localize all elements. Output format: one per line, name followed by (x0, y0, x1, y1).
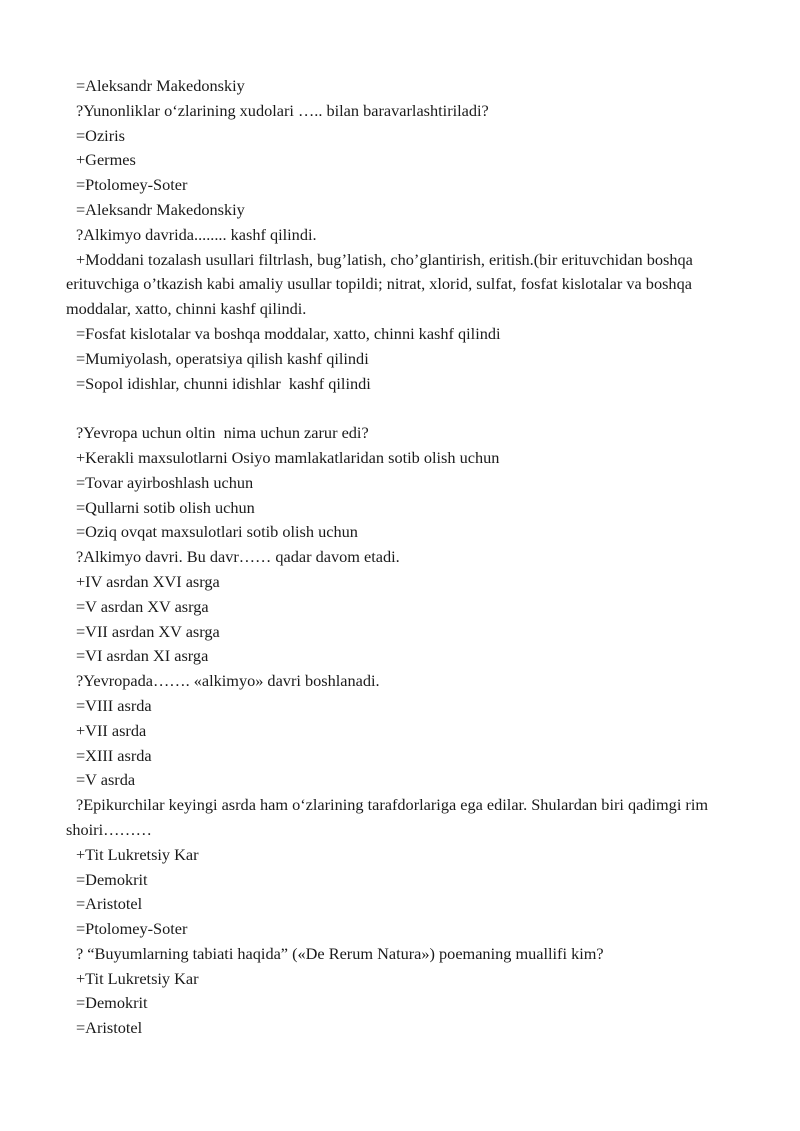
question-line: ?Yevropada……. «alkimyo» davri boshlanadi. (76, 671, 380, 691)
answer-line: =V asrda (76, 770, 136, 790)
answer-line: +Tit Lukretsiy Kar (76, 844, 199, 864)
answer-line: =Oziq ovqat maxsulotlari sotib olish uchun (76, 522, 358, 542)
answer-line: =VII asrdan XV asrga (76, 621, 220, 641)
question-line: ?Epikurchilar keyingi asrda ham o‘zlarining tarafdorlariga ega edilar. Shulardan biri qadimgi rim shoiri……… (66, 795, 713, 839)
answer-line: =Aristotel (76, 894, 143, 914)
answer-line: =Tovar ayirboshlash uchun (76, 472, 254, 492)
answer-line: =Mumiyolash, operatsiya qilish kashf qilindi (76, 348, 369, 368)
answer-line: =Ptolomey-Soter (76, 175, 188, 195)
answer-line: +Kerakli maxsulotlarni Osiyo mamlakatlaridan sotib olish uchun (76, 447, 500, 467)
answer-line: =Qullarni sotib olish uchun (76, 497, 255, 517)
question-line: ?Yevropa uchun oltin nima uchun zarur edi? (76, 423, 369, 443)
question-line: ? “Buyumlarning tabiati haqida” («De Rerum Natura») poemaning muallifi kim? (76, 943, 604, 963)
answer-line: =Demokrit (76, 993, 148, 1013)
answer-line: =Sopol idishlar, chunni idishlar kashf qilindi (76, 373, 371, 393)
answer-line: =Ptolomey-Soter (76, 919, 188, 939)
answer-line: =Fosfat kislotalar va boshqa moddalar, xatto, chinni kashf qilindi (76, 323, 501, 343)
answer-line: =Aleksandr Makedonskiy (76, 76, 245, 95)
answer-line: +Moddani tozalash usullari filtrlash, bug’latish, cho’glantirish, eritish.(bir erituvchidan boshqa erituvchiga o’tkazish kabi amaliy usullar topildi; nitrat, xlorid, sulfat, fosfat kislotalar va boshqa moddalar, xatto, chinni kashf qilindi. (66, 249, 697, 319)
answer-line: =Aristotel (76, 1018, 143, 1038)
answer-line: +Tit Lukretsiy Kar (76, 968, 199, 988)
answer-line: +Germes (76, 150, 136, 170)
blank-line (66, 396, 746, 421)
question-line: ?Alkimyo davri. Bu davr…… qadar davom etadi. (76, 547, 400, 567)
answer-line: +IV asrdan XVI asrga (76, 571, 220, 591)
answer-line: +VII asrda (76, 720, 147, 740)
question-line: ?Yunonliklar o‘zlarining xudolari ….. bilan baravarlashtiriladi? (76, 100, 489, 120)
answer-line: =Aleksandr Makedonskiy (76, 199, 245, 219)
answer-line: =VI asrdan XI asrga (76, 646, 209, 666)
answer-line: =VIII asrda (76, 695, 152, 715)
answer-line: =V asrdan XV asrga (76, 596, 209, 616)
answer-line: =Demokrit (76, 869, 148, 889)
question-line: ?Alkimyo davrida........ kashf qilindi. (76, 224, 317, 244)
answer-line: =XIII asrda (76, 745, 152, 765)
document-body (66, 74, 746, 1041)
answer-line: =Oziris (76, 125, 125, 145)
